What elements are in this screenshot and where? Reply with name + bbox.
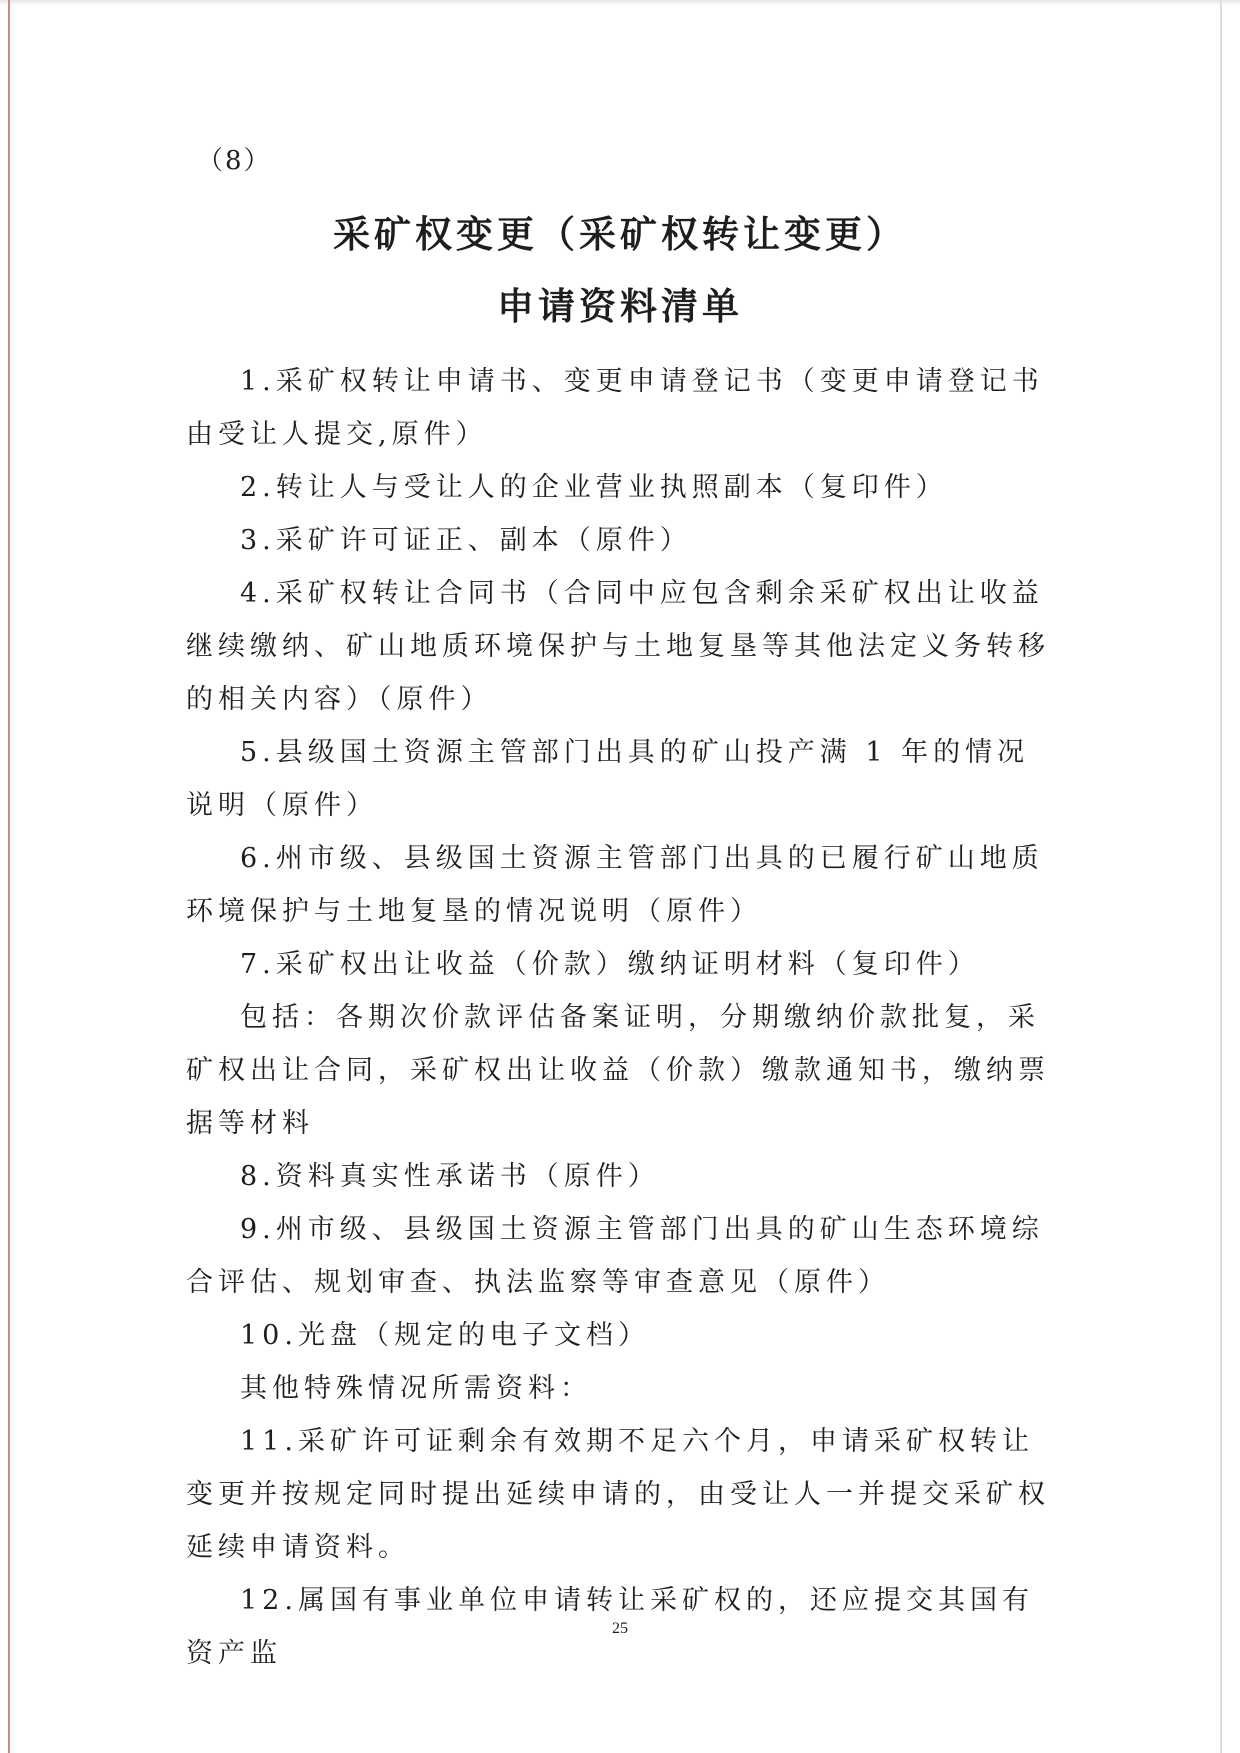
page-number: 25 — [612, 1620, 628, 1637]
special-cases-heading: 其他特殊情况所需资料： — [240, 1373, 592, 1404]
paragraph-item-4: 4.采矿权转让合同书（合同中应包含剩余采矿权出让收益继续缴纳、矿山地质环境保护与土地复垦等其他法定义务转移的相关内容）（原件） — [186, 578, 1050, 715]
paragraph-item-11: 11.采矿许可证剩余有效期不足六个月，申请采矿权转让变更并按规定同时提出延续申请的，由受让人一并提交采矿权延续申请资料。 — [186, 1426, 1050, 1563]
paragraph-item-12: 12.属国有事业单位申请转让采矿权的，还应提交其国有资产监 — [186, 1585, 1034, 1669]
paragraph-item-2: 2.转让人与受让人的企业营业执照副本（复印件） — [240, 472, 948, 503]
paragraph-item-7: 7.采矿权出让收益（价款）缴纳证明材料（复印件） — [240, 949, 980, 980]
paragraph-item-8: 8.资料真实性承诺书（原件） — [240, 1161, 660, 1192]
scan-left-edge — [8, 0, 10, 1753]
scan-top-edge — [0, 0, 1240, 6]
paragraph-item-5: 5.县级国土资源主管部门出具的矿山投产满 1 年的情况说明（原件） — [186, 737, 1030, 821]
document-body — [186, 355, 1056, 1680]
section-label: （8） — [197, 146, 272, 176]
paragraph-item-6: 6.州市级、县级国土资源主管部门出具的已履行矿山地质环境保护与土地复垦的情况说明（原件） — [186, 843, 1044, 927]
paragraph-item-3: 3.采矿许可证正、副本（原件） — [240, 525, 692, 556]
paragraph-item-10: 10.光盘（规定的电子文档） — [240, 1320, 650, 1351]
paragraph-item-7-detail: 包括：各期次价款评估备案证明，分期缴纳价款批复，采矿权出让合同，采矿权出让收益（价款）缴款通知书，缴纳票据等材料 — [186, 1002, 1050, 1139]
document-subtitle: 申请资料清单 — [497, 285, 743, 328]
document-title: 采矿权变更（采矿权转让变更） — [333, 213, 907, 256]
scan-right-edge — [1220, 0, 1222, 1753]
paragraph-item-9: 9.州市级、县级国土资源主管部门出具的矿山生态环境综合评估、规划审查、执法监察等审查意见（原件） — [186, 1214, 1044, 1298]
paragraph-item-1: 1.采矿权转让申请书、变更申请登记书（变更申请登记书由受让人提交,原件） — [186, 366, 1044, 450]
